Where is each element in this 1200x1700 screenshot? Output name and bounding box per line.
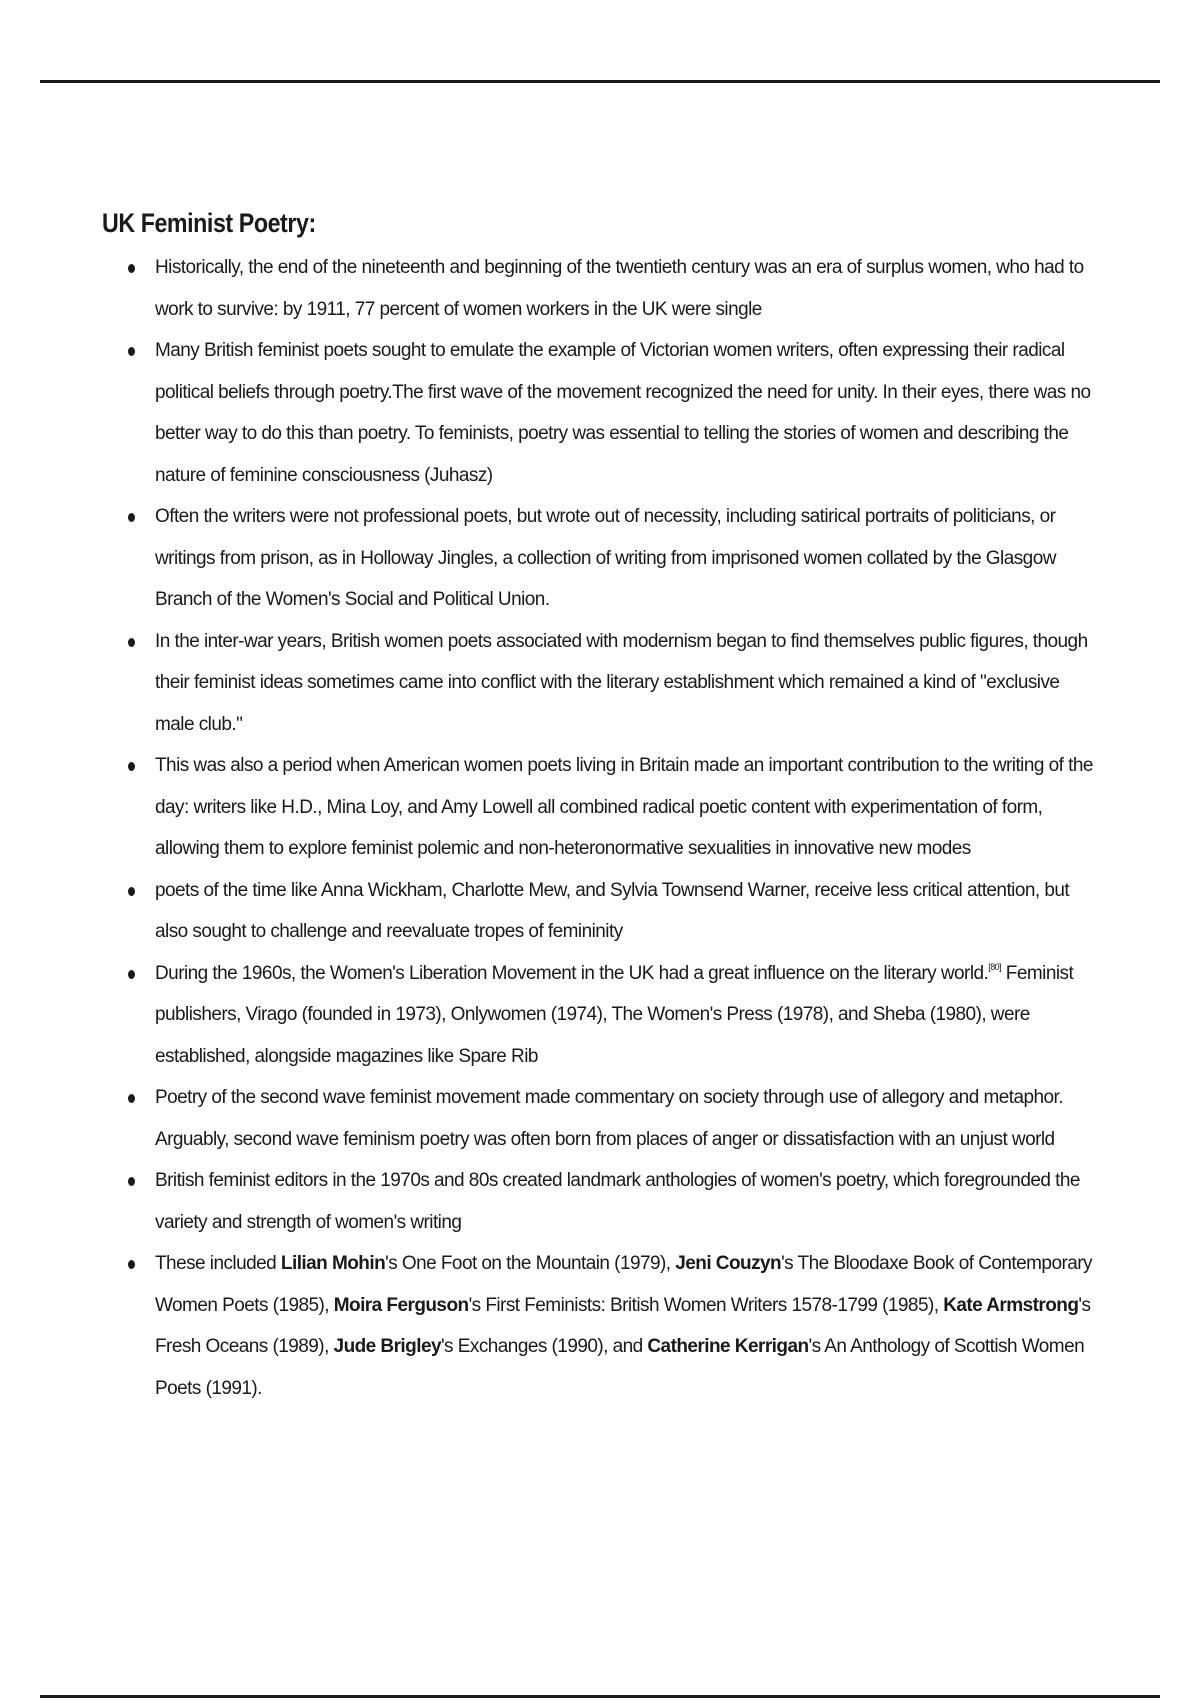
editor-name: Lilian Mohin xyxy=(280,1253,386,1274)
editor-name: Kate Armstrong xyxy=(943,1294,1079,1316)
bullet-icon xyxy=(128,1094,135,1103)
editor-name: Catherine Kerrigan xyxy=(647,1336,809,1357)
document-body xyxy=(102,208,1102,1409)
list-item: Historically, the end of the nineteenth and beginning of the twentieth century was an era of surplus women, who had to work to survive: by 1911, 77 percent of women workers in the UK were single xyxy=(102,247,1102,330)
bullet-icon xyxy=(128,970,135,979)
editor-name: Moira Ferguson xyxy=(333,1294,469,1316)
list-item: Often the writers were not professional poets, but wrote out of necessity, including satirical portraits of politicians, or writings from prison, as in Holloway Jingles, a collection of writing from imprisoned women collated by the Glasgow Branch of the Women's Social and Political Union. xyxy=(102,496,1102,621)
bullet-icon xyxy=(128,347,135,356)
bullet-icon xyxy=(128,887,135,896)
bullet-icon xyxy=(128,762,135,771)
citation-reference[interactable]: [80] xyxy=(988,961,1002,972)
editor-name: Jude Brigley xyxy=(333,1336,441,1357)
editor-name: Jeni Couzyn xyxy=(675,1253,782,1274)
list-item: In the inter-war years, British women poets associated with modernism began to find themselves public figures, though their feminist ideas sometimes came into conflict with the literary establishment which remained a kind of "exclusive male club." xyxy=(102,621,1102,746)
bullet-list xyxy=(102,247,1102,1409)
list-item: Many British feminist poets sought to emulate the example of Victorian women writers, often expressing their radical political beliefs through poetry.The first wave of the movement recognized the need for unity. In their eyes, there was no better way to do this than poetry. To feminists, poetry was essential to telling the stories of women and describing the nature of feminine consciousness (Juhasz) xyxy=(102,330,1102,496)
bullet-icon xyxy=(128,1260,135,1269)
bullet-icon xyxy=(128,638,135,647)
list-item: This was also a period when American women poets living in Britain made an important contribution to the writing of the day: writers like H.D., Mina Loy, and Amy Lowell all combined radical poetic content with experimentation of form, allowing them to explore feminist polemic and non-heteronormative sexualities in innovative new modes xyxy=(102,745,1102,870)
bullet-icon xyxy=(128,513,135,522)
list-item: British feminist editors in the 1970s and 80s created landmark anthologies of women's poetry, which foregrounded the variety and strength of women's writing xyxy=(102,1160,1102,1243)
bottom-rule xyxy=(40,1695,1160,1698)
list-item: During the 1960s, the Women's Liberation Movement in the UK had a great influence on the literary world.[80] Feminist publishers, Virago (founded in 1973), Onlywomen (1974), The Women's Press (1978), and Sheba (1980), were established, alongside magazines like Spare Rib xyxy=(102,953,1102,1078)
bullet-icon xyxy=(128,264,135,273)
list-item: These included Lilian Mohin's One Foot on the Mountain (1979), Jeni Couzyn's The Bloodaxe Book of Contemporary Women Poets (1985), Moira Ferguson's First Feminists: British Women Writers 1578-1799 (1985), Kate Armstrong's Fresh Oceans (1989), Jude Brigley's Exchanges (1990), and Catherine Kerrigan's An Anthology of Scottish Women Poets (1991). xyxy=(102,1243,1102,1409)
list-item: poets of the time like Anna Wickham, Charlotte Mew, and Sylvia Townsend Warner, receive less critical attention, but also sought to challenge and reevaluate tropes of femininity xyxy=(102,870,1102,953)
section-heading: UK Feminist Poetry: xyxy=(102,208,316,238)
bullet-icon xyxy=(128,1177,135,1186)
top-rule xyxy=(40,80,1160,83)
list-item: Poetry of the second wave feminist movement made commentary on society through use of allegory and metaphor. Arguably, second wave feminism poetry was often born from places of anger or dissatisfaction with an unjust world xyxy=(102,1077,1102,1160)
